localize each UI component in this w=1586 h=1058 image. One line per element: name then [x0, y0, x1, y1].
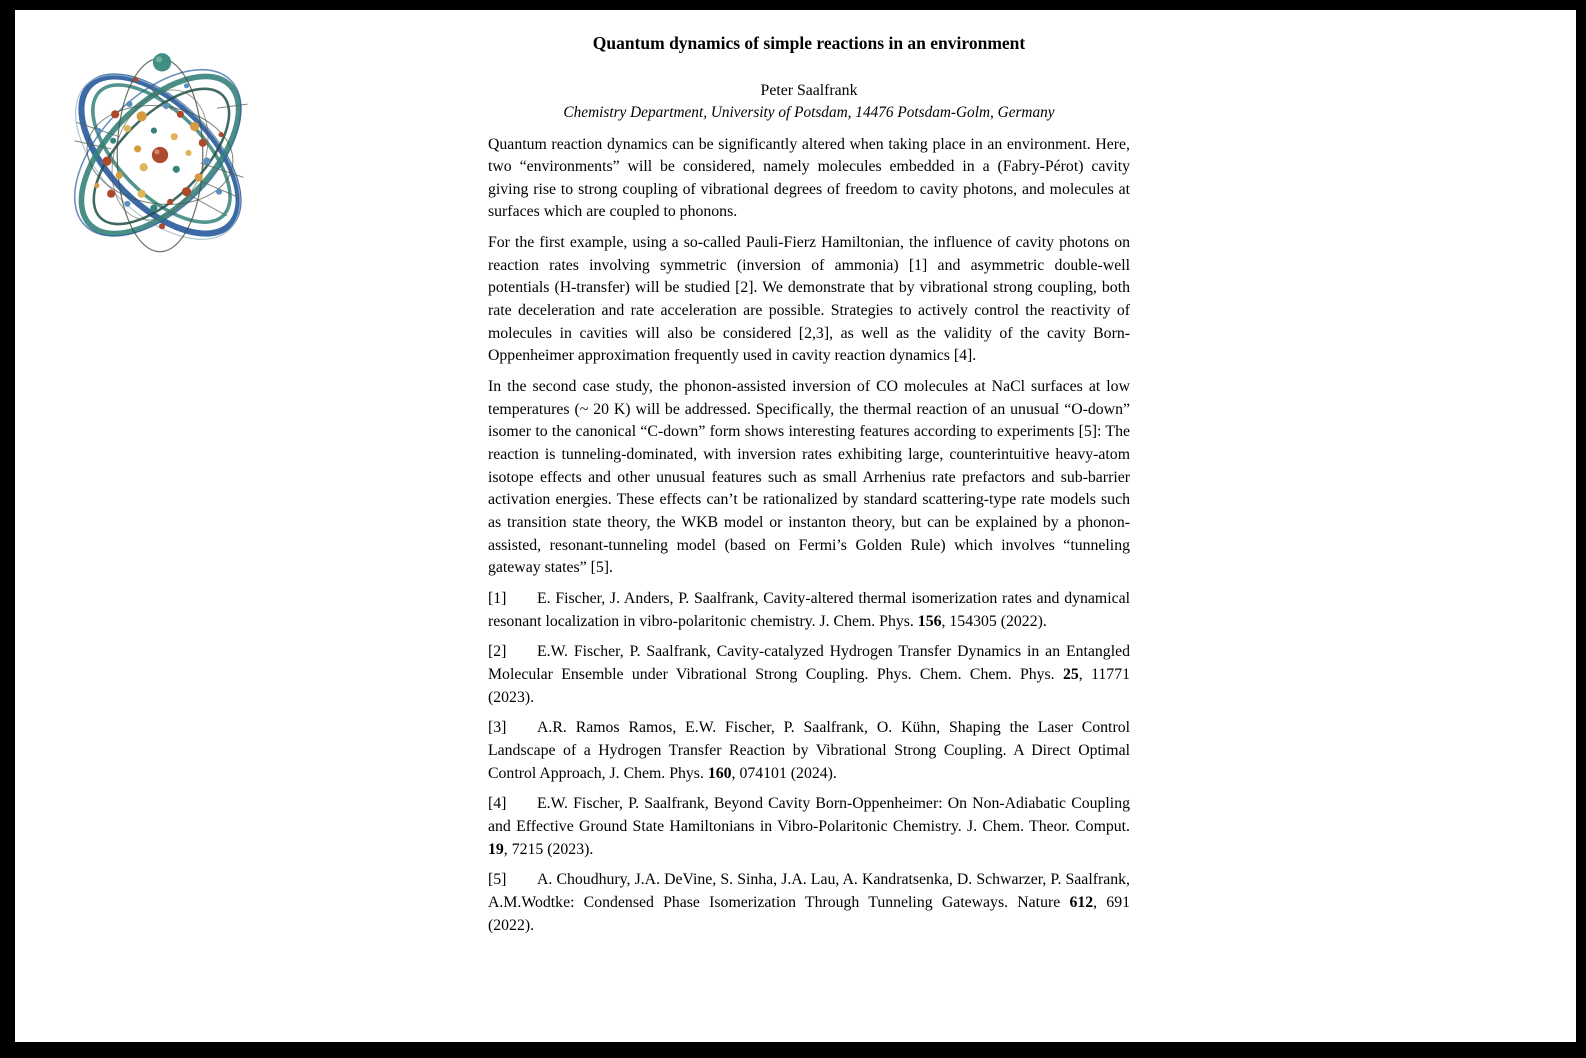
reference-volume: 160: [707, 764, 732, 782]
reference-text: E.W. Fischer, P. Saalfrank, Beyond Cavity Born-Oppenheimer: On Non-Adiabatic Coupling and Effective Ground State Hamiltonians in Vibro-Polaritonic Chemistry. J. Chem. Theor. Comput.: [488, 795, 1130, 835]
reference-item-3: [488, 717, 1130, 785]
reference-text: A.R. Ramos Ramos, E.W. Fischer, P. Saalfrank, O. Kühn, Shaping the Laser Control Landscape of a Hydrogen Transfer Reaction by Vibrational Strong Coupling. A Direct Optimal Control Approach, J. Chem. Phys.: [488, 719, 1130, 782]
reference-volume: 156: [917, 612, 942, 630]
reference-item-2: [488, 641, 1130, 709]
reference-label: [4]: [488, 795, 507, 813]
reference-text-tail: , 154305 (2022).: [941, 612, 1047, 630]
reference-item-5: [488, 869, 1130, 937]
reference-volume: 25: [1062, 665, 1079, 683]
abstract-paragraph-1: Quantum reaction dynamics can be significantly altered when taking place in an environment. Here, two “environments” will be considered, namely molecules embedded in a (Fabry-Pérot) cavity giving rise to strong coupling of vibrational degrees of freedom to cavity photons, and molecules at surfaces which are coupled to phonons.: [488, 135, 1130, 221]
reference-label: [1]: [488, 589, 507, 607]
document-page: [15, 10, 1576, 1042]
reference-label: [5]: [488, 871, 507, 889]
atom-artwork-image: [48, 43, 272, 267]
author-affiliation: Chemistry Department, University of Potsdam, 14476 Potsdam-Golm, Germany: [563, 104, 1055, 121]
reference-text-tail: , 074101 (2024).: [731, 764, 837, 782]
reference-label: [2]: [488, 643, 507, 661]
abstract-content: [488, 10, 1130, 945]
reference-label: [3]: [488, 719, 507, 737]
abstract-paragraph-3: In the second case study, the phonon-assisted inversion of CO molecules at NaCl surfaces at low temperatures (~ 20 K) will be addressed. Specifically, the thermal reaction of an unusual “O-down” isomer to the canonical “C-down” form shows interesting features according to experiments [5]: The reaction is tunneling-dominated, with inversion rates exhibiting large, counterintuitive heavy-atom isotope effects and other unusual features such as small Arrhenius rate prefactors and sub-barrier activation energies. These effects can’t be rationalized by standard scattering-type rate models such as transition state theory, the WKB model or instanton theory, but can be explained by a phonon-assisted, resonant-tunneling model (based on Fermi’s Golden Rule) which involves “tunneling gateway states” [5].: [488, 378, 1130, 577]
abstract-paragraph-2: For the first example, using a so-called Pauli-Fierz Hamiltonian, the influence of cavity photons on reaction rates involving symmetric (inversion of ammonia) [1] and asymmetric double-well potentials (H-transfer) will be studied [2]. We demonstrate that by vibrational strong coupling, both rate deceleration and rate acceleration are possible. Strategies to actively control the reactivity of molecules in cavities will also be considered [2,3], as well as the validity of the cavity Born-Oppenheimer approximation frequently used in cavity reaction dynamics [4].: [488, 234, 1130, 365]
reference-text-tail: , 11771 (2023).: [488, 665, 1130, 706]
reference-text: A. Choudhury, J.A. DeVine, S. Sinha, J.A. Lau, A. Kandratsenka, D. Schwarzer, P. Saalfrank, A.M.Wodtke: Condensed Phase Isomerization Through Tunneling Gateways. Nature: [488, 871, 1130, 911]
author-name: Peter Saalfrank: [760, 82, 858, 99]
reference-text: E.W. Fischer, P. Saalfrank, Cavity-catalyzed Hydrogen Transfer Dynamics in an Entangled Molecular Ensemble under Vibrational Strong Coupling. Phys. Chem. Chem. Phys.: [488, 643, 1130, 683]
reference-volume: 612: [1069, 893, 1094, 911]
reference-text-tail: , 691 (2022).: [488, 893, 1131, 934]
reference-text-tail: , 7215 (2023).: [503, 840, 594, 858]
reference-item-4: [488, 793, 1130, 861]
reference-volume: 19: [488, 840, 504, 858]
page-title: Quantum dynamics of simple reactions in an environment: [592, 33, 1026, 53]
reference-text: E. Fischer, J. Anders, P. Saalfrank, Cavity-altered thermal isomerization rates and dynamical resonant localization in vibro-polaritonic chemistry. J. Chem. Phys.: [488, 589, 1130, 630]
reference-item-1: [488, 588, 1130, 633]
